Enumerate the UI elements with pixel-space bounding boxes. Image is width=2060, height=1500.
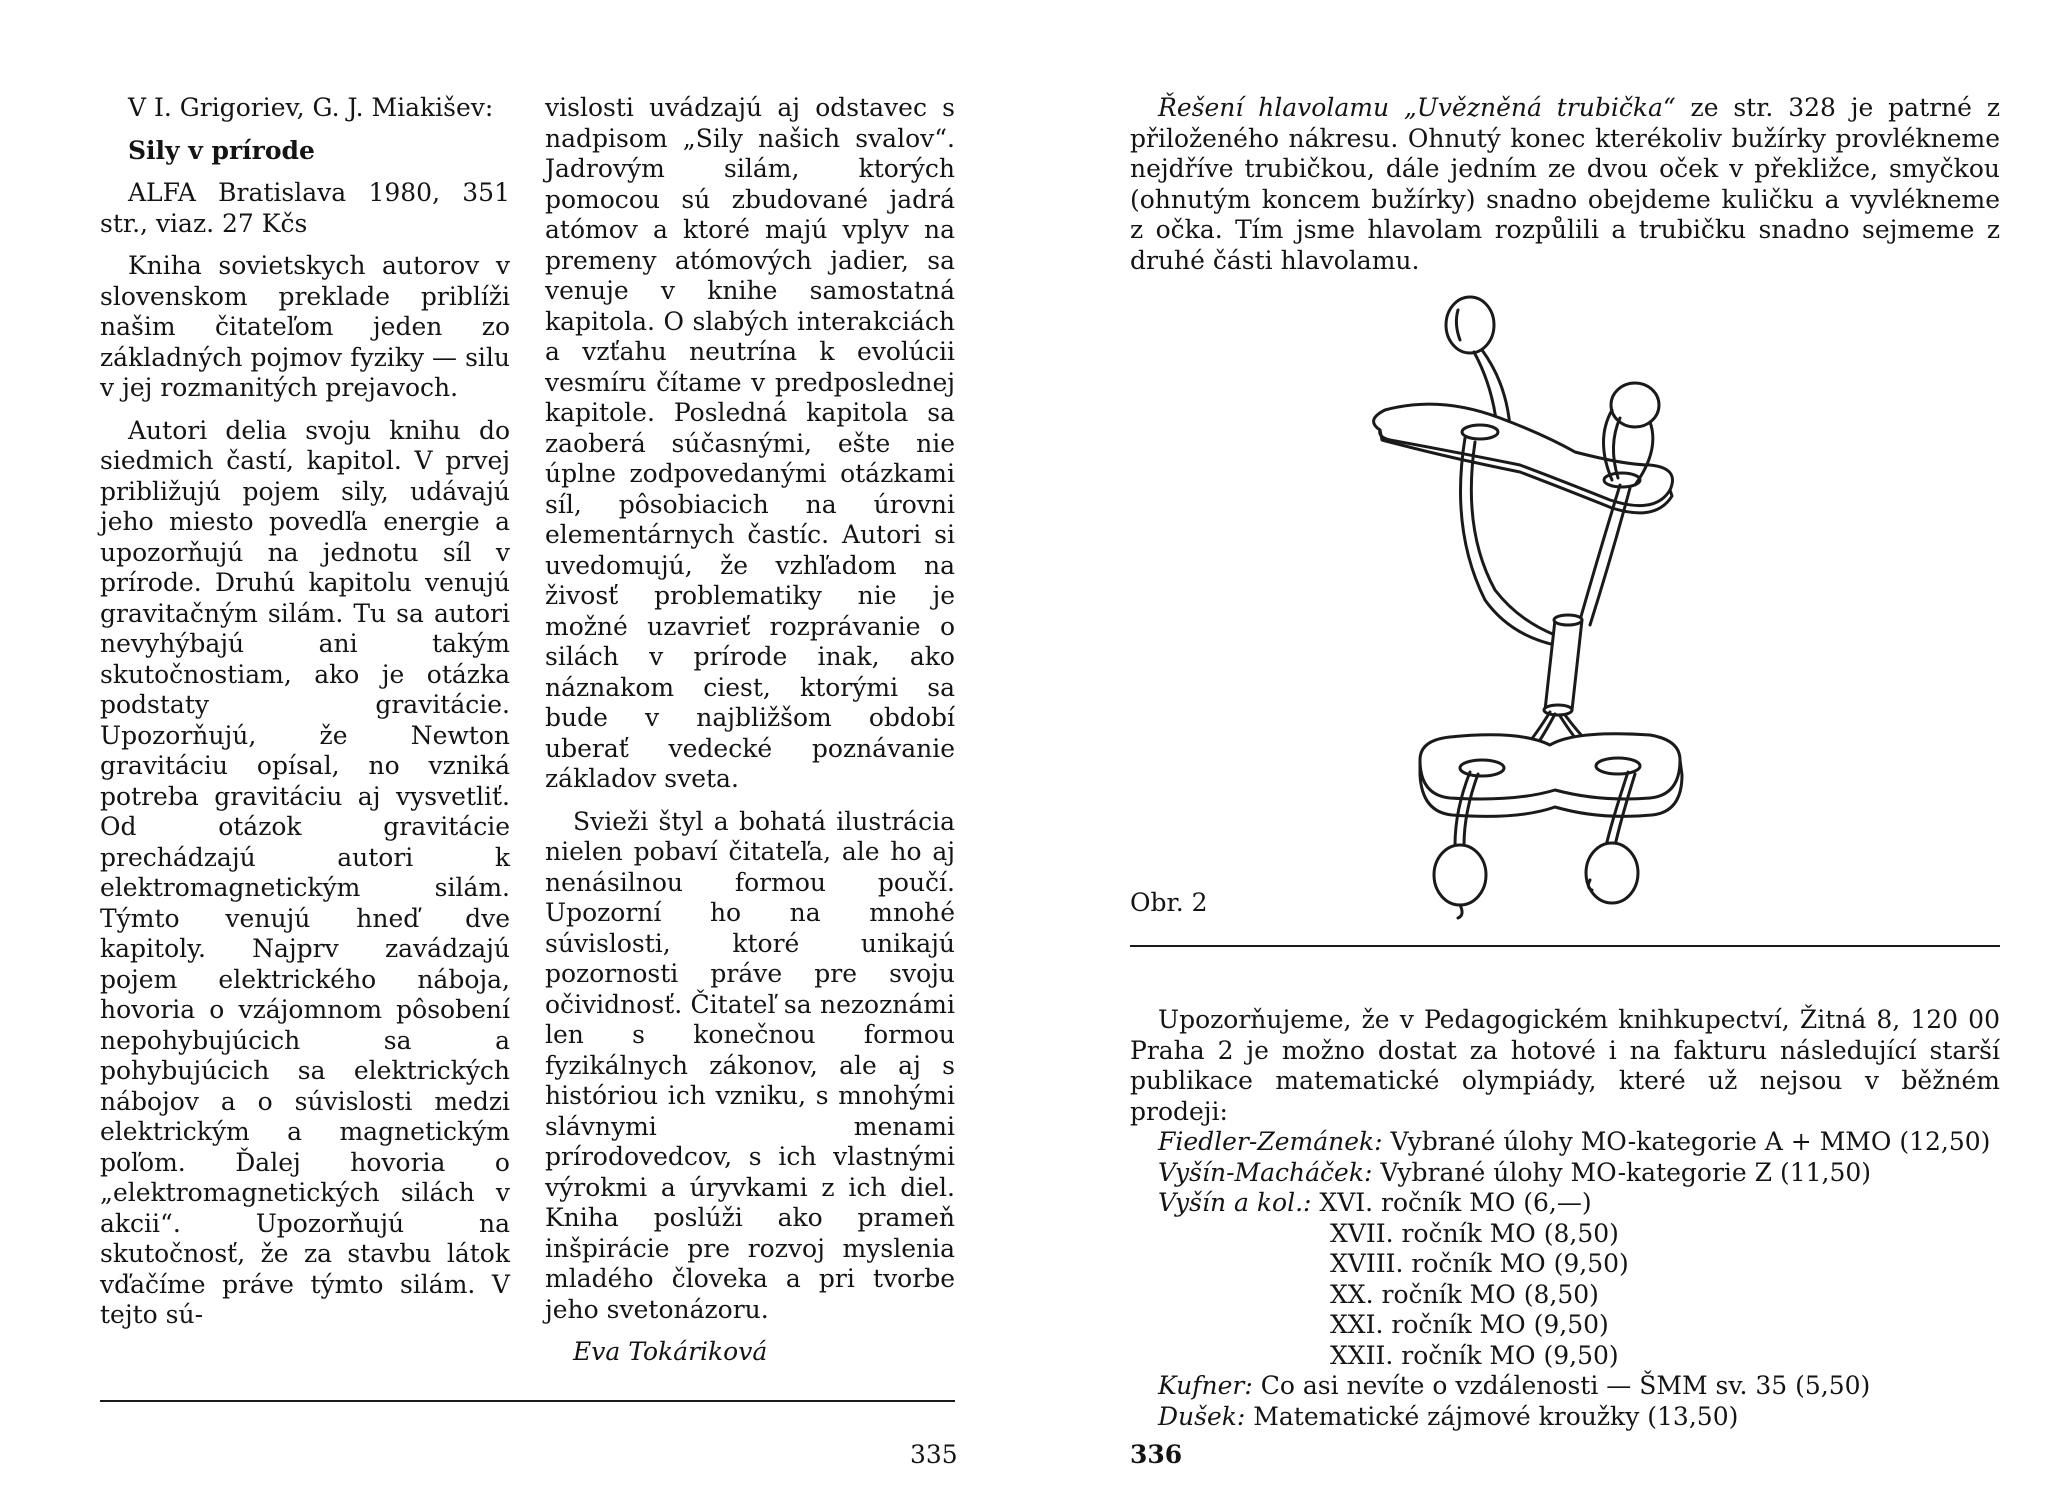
section-rule — [1130, 945, 2000, 947]
reference-title: Sily v prírode — [128, 135, 315, 165]
paragraph: Kniha sovietskych autorov v slovenskom preklade priblíži našim čitateľom jeden zo základných pojmov fyziky — silu v jej rozmanitých prejavoch. — [100, 251, 510, 402]
book-title: XVI. ročník MO (6,—) — [1311, 1188, 1592, 1217]
column-b — [545, 93, 955, 1368]
paragraph: vislosti uvádzajú aj odstavec s nadpisom „Sily našich svalov“. Jadrovým silám, ktorých pomocou sú zbudované jadrá atómov a ktoré majú vplyv na premeny atómových jadier, sa venuje v knihe samostatná kapitola. O slabých interakciách a vzťahu neutrína k evolúcii vesmíru čítame v predposlednej kapitole. Posledná kapitola sa zaoberá súčasnými, ešte nie úplne zodpovedanými otázkami síl, pôsobiacich na úrovni elementárnych častíc. Autori si uvedomujú, že vzhľadom na živosť problematiky nie je možné uzavrieť rozprávanie o silách v prírode inak, ako náznakom ciest, ktorými sa bude v najbližšom období uberať vedecké poznávanie základov sveta. — [545, 93, 955, 793]
book-entry — [1130, 1341, 2000, 1372]
book-entry — [1130, 1249, 2000, 1280]
book-title: Vybrané úlohy MO-kategorie A + MMO (12,50) — [1382, 1127, 1991, 1156]
book-author: Dušek: — [1158, 1401, 1246, 1431]
page-number: 335 — [910, 1440, 958, 1469]
reference-authors: V I. Grigoriev, G. J. Miakišev: — [128, 93, 494, 122]
book-author: Kufner: — [1158, 1371, 1253, 1400]
left-page — [0, 0, 1020, 1500]
figure-caption: Obr. 2 — [1130, 888, 1208, 917]
solution-paragraph — [1130, 93, 2000, 276]
page-number: 336 — [1130, 1440, 1183, 1469]
book-title: Matematické zájmové kroužky (13,50) — [1245, 1401, 1739, 1431]
book-title: XVIII. ročník MO (9,50) — [1330, 1249, 1629, 1278]
book-entry — [1130, 1127, 2000, 1158]
paragraph: Svieži štyl a bohatá ilustrácia nielen pobaví čitateľa, ale ho aj nenásilnou formou poučí. Upozorní ho na mnohé súvislosti, ktoré unikajú pozornosti práve pre svoju očividnosť. Čitateľ sa nezoznámi len s konečnou formou fyzikálnych zákonov, ale aj s históriou ich vzniku, s mnohými slávnymi menami prírodovedcov, s ich vlastnými výrokmi a úryvkami z ich diel. Kniha poslúži ako prameň inšpirácie pre rozvoj myslenia mladého človeka a pri tvorbe jeho svetonázoru. — [545, 806, 955, 1324]
notice-paragraph: Upozorňujeme, že v Pedagogickém knihkupectví, Žitná 8, 120 00 Praha 2 je možno dostat za hotové i na fakturu následující starší publikace matematické olympiády, které už nejsou v běžném prodeji: — [1130, 1005, 2000, 1126]
right-page — [1020, 0, 2060, 1500]
paragraph: Autori delia svoju knihu do siedmich častí, kapitol. V prvej približujú pojem sily, udávajú jeho miesto povedľa energie a upozorňujú na jednotu síl v prírode. Druhú kapitolu venujú gravitačným silám. Tu sa autori nevyhýbajú ani takým skutočnostiam, ako je otázka podstaty gravitácie. Upozorňujú, že Newton gravitáciu opísal, no vzniká potreba gravitáciu aj vysvetliť. Od otázok gravitácie prechádzajú autori k elektromagnetickým silám. Týmto venujú hneď dve kapitoly. Najprv zavádzajú pojem elektrického náboja, hovoria o vzájomnom pôsobení nepohybujúcich sa a pohybujúcich sa elektrických nábojov a o súvislosti medzi elektrickým a magnetickým poľom. Ďalej hovoria o „elektromagnetických silách v akcii“. Upozorňujú na skutočnosť, že za stavbu látok vďačíme práve týmto silám. V tejto sú- — [100, 415, 510, 1329]
book-entry — [1130, 1371, 2000, 1402]
signature: Eva Tokáriková — [573, 1337, 768, 1366]
column-a — [100, 93, 510, 1331]
book-author: Vyšín a kol.: — [1158, 1188, 1312, 1217]
puzzle-drawing — [1350, 290, 1750, 940]
book-title: Co asi nevíte o vzdálenosti — ŠMM sv. 35 (5,50) — [1252, 1371, 1871, 1400]
book-entry — [1130, 1402, 2000, 1433]
solution-text: ze str. 328 je patrné z přiloženého nákresu. Ohnutý konec kterékoliv bužírky provlékneme nejdříve trubičkou, dále jedním ze dvou oček v překližce, smyčkou (ohnutým koncem bužírky) snadno obejdeme kuličku a vyvlékneme z očka. Tím jsme hlavolam rozpůlili a trubičku snadno sejmeme z druhé části hlavolamu. — [1130, 93, 2000, 275]
book-entry — [1130, 1219, 2000, 1250]
book-title: XXII. ročník MO (9,50) — [1330, 1340, 1619, 1370]
solution-lead: Řešení hlavolamu „Uvězněná trubička“ — [1158, 93, 1676, 122]
book-author: Fiedler-Zemánek: — [1158, 1127, 1383, 1156]
book-entry — [1130, 1158, 2000, 1189]
book-title: XX. ročník MO (8,50) — [1330, 1279, 1599, 1309]
book-entry — [1130, 1280, 2000, 1311]
book-title: Vybrané úlohy MO-kategorie Z (11,50) — [1372, 1157, 1872, 1187]
book-title: XXI. ročník MO (9,50) — [1330, 1310, 1609, 1339]
book-entry — [1130, 1188, 2000, 1219]
reference-publisher: ALFA Bratislava 1980, 351 str., viaz. 27 Kčs — [100, 178, 510, 238]
book-author: Vyšín-Macháček: — [1158, 1157, 1373, 1187]
footer-rule — [100, 1400, 955, 1402]
book-entry — [1130, 1310, 2000, 1341]
puzzle-figure — [1350, 290, 1750, 940]
notice — [1130, 1005, 2000, 1432]
book-title: XVII. ročník MO (8,50) — [1330, 1218, 1619, 1248]
